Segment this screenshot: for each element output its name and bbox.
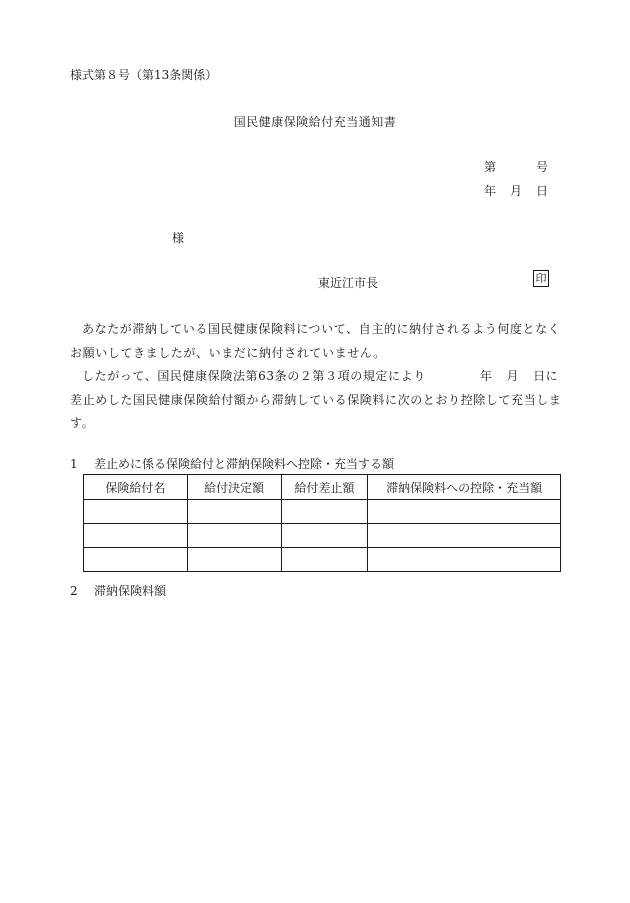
table-cell	[368, 548, 561, 572]
section-2-title: 滞納保険料額	[94, 584, 167, 598]
table-cell	[84, 548, 188, 572]
table-cell	[84, 500, 188, 524]
table-cell	[187, 500, 281, 524]
table-cell	[187, 524, 281, 548]
number-suffix: 号	[536, 160, 549, 174]
date-day: 日	[536, 184, 549, 198]
addressee: 様	[172, 231, 185, 245]
notice-body	[70, 318, 570, 436]
header-deduction-amount: 滞納保険料への控除・充当額	[368, 475, 561, 500]
section-1-title: 差止めに係る保険給付と滞納保険料へ控除・充当する額	[94, 457, 395, 471]
header-suspended-amount: 給付差止額	[281, 475, 368, 500]
table-header-row	[84, 475, 561, 500]
issue-date	[484, 182, 548, 199]
number-prefix: 第	[484, 160, 497, 174]
table-cell	[187, 548, 281, 572]
deduction-table	[83, 474, 561, 572]
table-cell	[368, 500, 561, 524]
paragraph-1: あなたが滞納している国民健康保険料について、自主的に納付されるよう何度となくお願いしてきましたが、いまだに納付されていません。	[70, 322, 561, 360]
table-cell	[281, 500, 368, 524]
document-title: 国民健康保険給付充当通知書	[233, 115, 397, 129]
section-2-heading	[70, 582, 166, 599]
header-benefit-name: 保険給付名	[84, 475, 188, 500]
section-1-heading	[70, 455, 394, 472]
seal-mark: 印	[533, 270, 549, 287]
section-2-number: 2	[70, 584, 78, 598]
issuer: 東近江市長	[318, 276, 379, 290]
table-row	[84, 548, 561, 572]
document-number	[484, 158, 548, 175]
table-cell	[368, 524, 561, 548]
paragraph-2: したがって、国民健康保険法第63条の２第３項の規定により 年 月 日に差止めした国民健康保険給付額から滞納している保険料に次のとおり控除して充当します。	[70, 369, 562, 430]
date-month: 月	[510, 184, 523, 198]
table-cell	[84, 524, 188, 548]
table-row	[84, 500, 561, 524]
table-row	[84, 524, 561, 548]
table-cell	[281, 524, 368, 548]
header-decided-amount: 給付決定額	[187, 475, 281, 500]
section-1-number: 1	[70, 457, 78, 471]
date-year: 年	[484, 184, 497, 198]
table-cell	[281, 548, 368, 572]
form-label: 様式第８号（第13条関係）	[70, 68, 218, 82]
